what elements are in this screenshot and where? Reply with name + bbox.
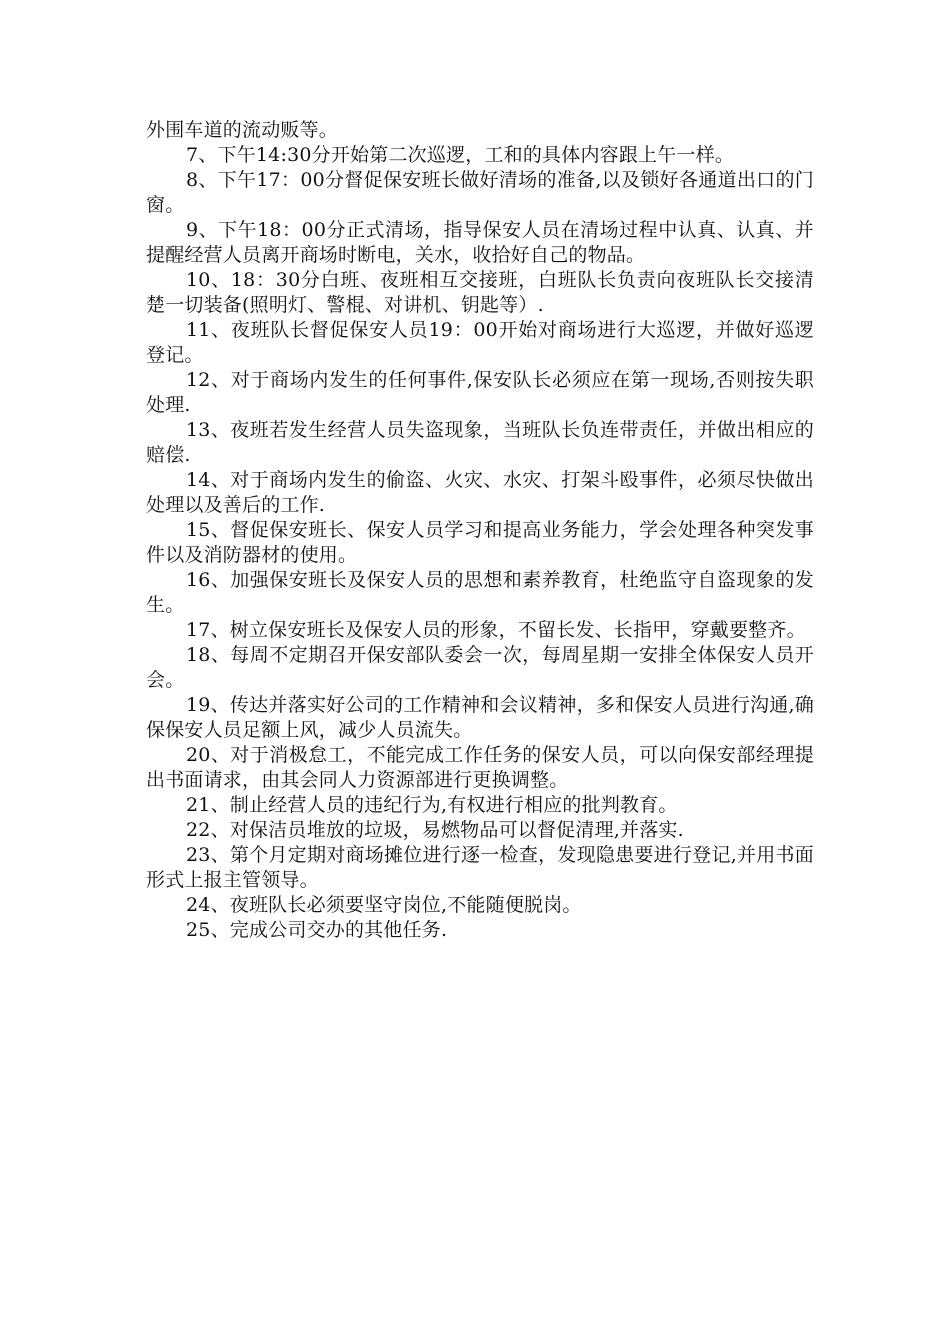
paragraph-continuation: 外围车道的流动贩等。 — [146, 119, 339, 141]
paragraph-item-23: 23、第个月定期对商场摊位进行逐一检查，发现隐患要进行登记,并用书面形式上报主管领导。 — [146, 844, 814, 891]
paragraph-item-11: 11、夜班队长督促保安人员19：00开始对商场进行大巡逻，并做好巡逻登记。 — [146, 319, 814, 366]
paragraph-item-24: 24、夜班队长必须要坚守岗位,不能随便脱岗。 — [186, 894, 582, 916]
paragraph-item-17: 17、树立保安班长及保安人员的形象，不留长发、长指甲，穿戴要整齐。 — [186, 619, 806, 641]
paragraph-item-21: 21、制止经营人员的违纪行为,有权进行相应的批判教育。 — [186, 794, 678, 816]
paragraph-item-10: 10、18：30分白班、夜班相互交接班，白班队长负责向夜班队长交接清楚一切装备(照明灯、警棍、对讲机、钥匙等）. — [146, 269, 814, 316]
paragraph-item-8: 8、下午17：00分督促保安班长做好清场的准备,以及锁好各通道出口的门窗。 — [146, 169, 814, 216]
document-body — [146, 118, 814, 943]
paragraph-item-13: 13、夜班若发生经营人员失盗现象，当班队长负连带责任，并做出相应的赔偿. — [146, 419, 814, 466]
paragraph-item-16: 16、加强保安班长及保安人员的思想和素养教育，杜绝监守自盗现象的发生。 — [146, 569, 814, 616]
paragraph-item-12: 12、对于商场内发生的任何事件,保安队长必须应在第一现场,否则按失职处理. — [146, 369, 814, 416]
paragraph-item-15: 15、督促保安班长、保安人员学习和提高业务能力，学会处理各种突发事件以及消防器材的使用。 — [146, 519, 814, 566]
paragraph-item-7: 7、下午14:30分开始第二次巡逻，工和的具体内容跟上午一样。 — [186, 144, 735, 166]
paragraph-item-9: 9、下午18：00分正式清场，指导保安人员在清场过程中认真、认真、并提醒经营人员离开商场时断电，关水，收拾好自己的物品。 — [146, 219, 814, 266]
paragraph-item-19: 19、传达并落实好公司的工作精神和会议精神，多和保安人员进行沟通,确保保安人员足额上风，减少人员流失。 — [146, 694, 814, 741]
paragraph-item-22: 22、对保洁员堆放的垃圾，易燃物品可以督促清理,并落实. — [186, 819, 684, 841]
paragraph-item-25: 25、完成公司交办的其他任务. — [186, 919, 448, 941]
paragraph-item-14: 14、对于商场内发生的偷盗、火灾、水灾、打架斗殴事件，必须尽快做出处理以及善后的工作. — [146, 469, 814, 516]
paragraph-item-18: 18、每周不定期召开保安部队委会一次，每周星期一安排全体保安人员开会。 — [146, 644, 814, 691]
paragraph-item-20: 20、对于消极怠工，不能完成工作任务的保安人员，可以向保安部经理提出书面请求，由其会同人力资源部进行更换调整。 — [146, 744, 814, 791]
